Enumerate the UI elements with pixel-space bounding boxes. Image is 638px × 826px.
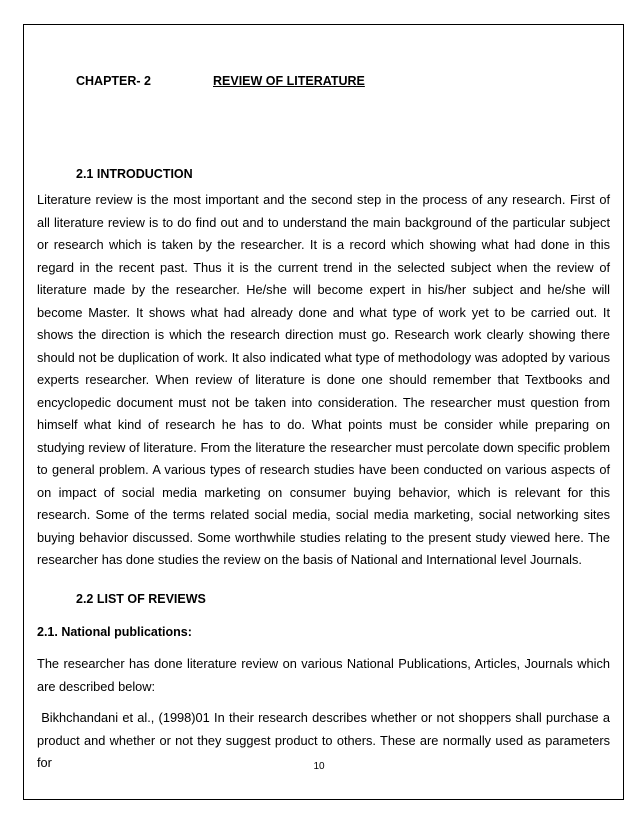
subsection-national-heading: 2.1. National publications: <box>37 625 192 639</box>
chapter-label: CHAPTER- 2 <box>76 74 152 88</box>
chapter-title: REVIEW OF LITERATURE <box>213 74 365 88</box>
page-number: 10 <box>313 761 325 772</box>
subsection-national-body: The researcher has done literature review on various National Publications, Articles, Journals which are described below: <box>37 656 610 694</box>
section-reviews-heading: 2.2 LIST OF REVIEWS <box>76 592 206 606</box>
section-intro-heading: 2.1 INTRODUCTION <box>76 167 193 181</box>
section-intro-body: Literature review is the most important and the second step in the process of any research. First of all literature review is to do find out and to understand the main background of the particular subject or research which is taken by the researcher. It is a record which showing what had done in this regard in the recent past. Thus it is the current trend in the selected subject when the review of literature made by the researcher. He/she will become expert in his/her subject and he/she will become Master. It shows what had already done and what type of work yet to be carried out. It shows the direction is which the research direction must go. Research work clearly showing there should not be duplication of work. It also indicated what type of methodology was adopted by various experts researcher. When review of literature is done one should remember that Textbooks and encyclopedic document must not be taken into consideration. The researcher must question from himself what kind of research he has to do. What points must be consider while preparing on studying review of literature. From the literature the researcher must percolate down specific problem to general problem. A various types of research studies have been conducted on various aspects of on impact of social media marketing on consumer buying behavior, which is relevant for this research. Some of the terms related social media, social media marketing, social networking sites buying behavior discussed. Some worthwhile studies relating to the present study viewed here. The researcher has done studies the review on the basis of National and International level Journals. <box>37 192 610 567</box>
review-entry: Bikhchandani et al., (1998)01 In their research describes whether or not shoppers shall purchase a product and whether or not they suggest product to others. These are normally used as parameters for <box>37 710 614 770</box>
